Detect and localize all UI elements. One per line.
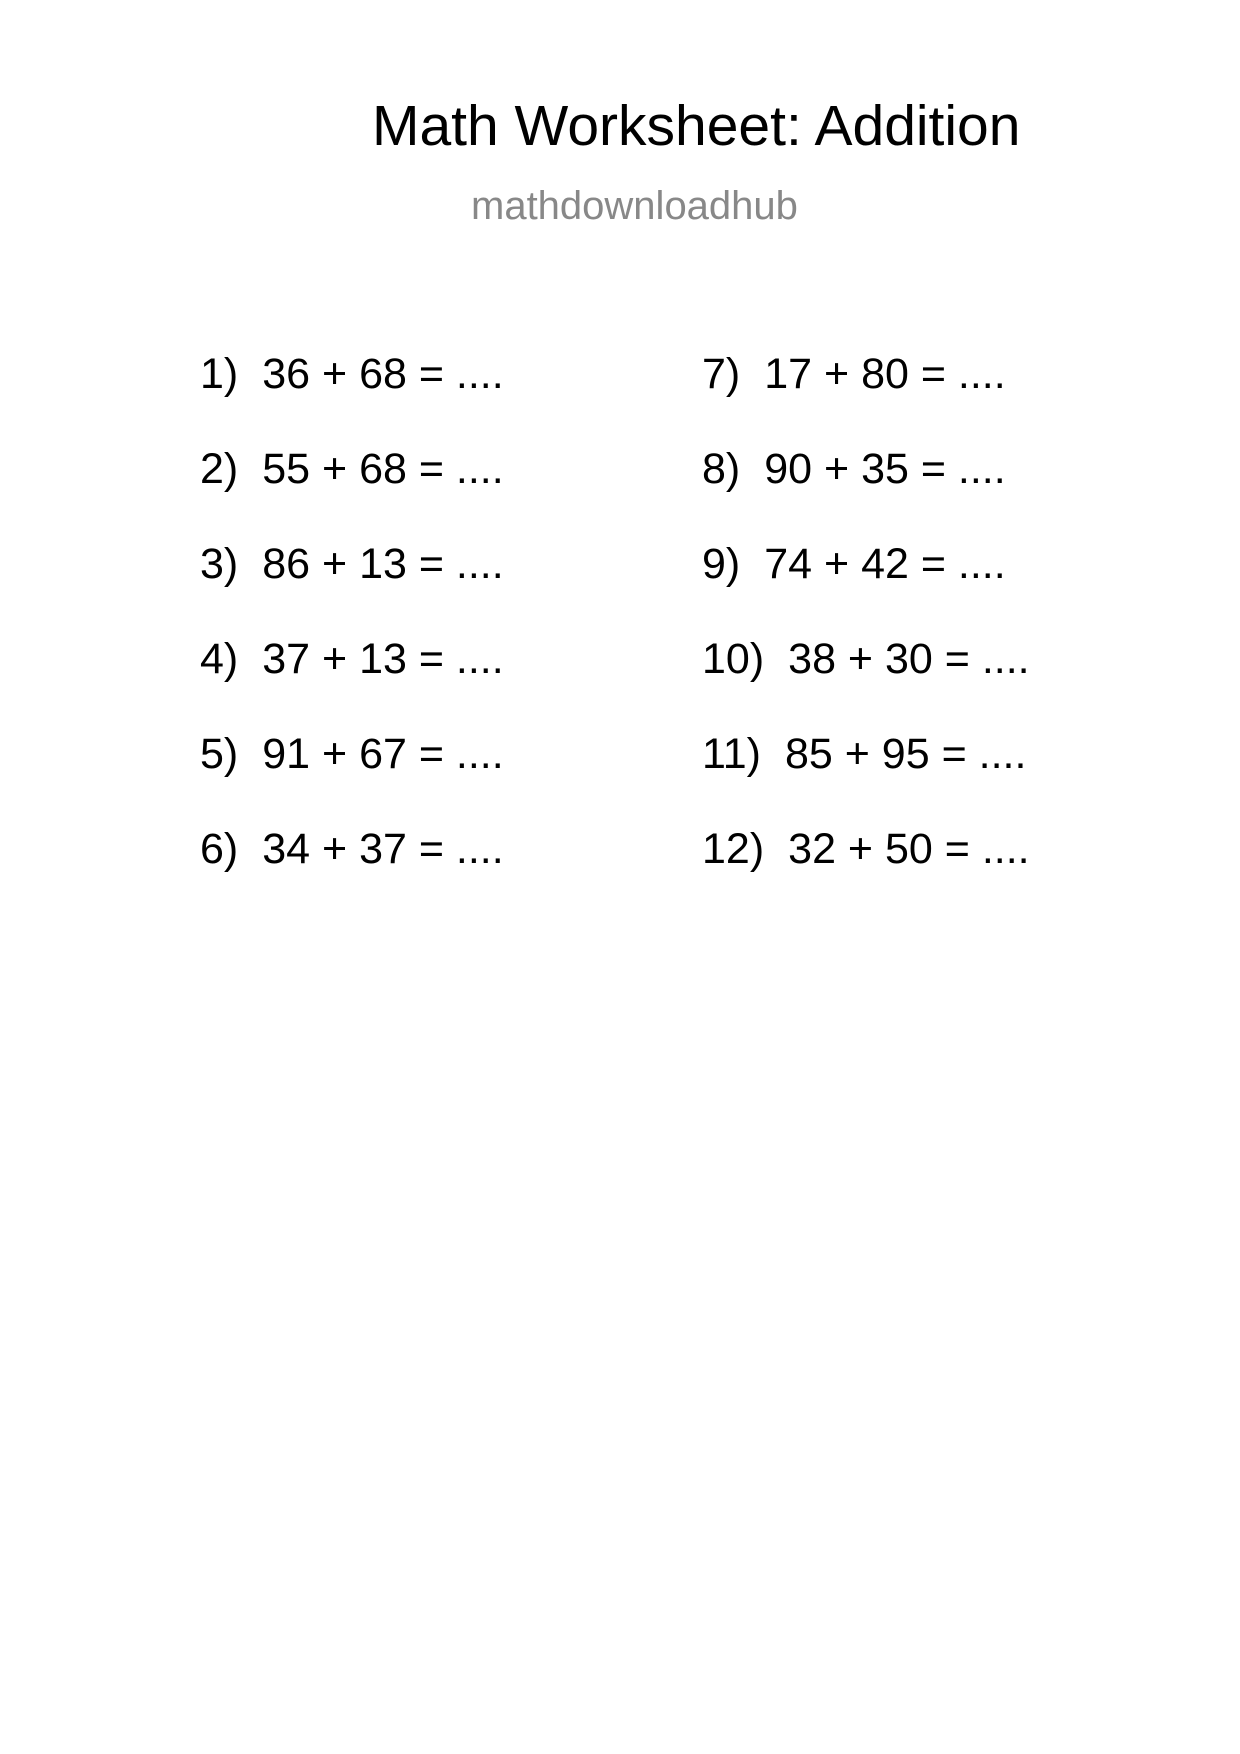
problem-expression: 36 + 68 = .... [262, 350, 504, 398]
problem-expression: 34 + 37 = .... [262, 825, 504, 873]
problem-column-right [702, 350, 1030, 923]
problem-number: 9) [702, 540, 741, 588]
problem-number: 11) [702, 730, 761, 778]
problem-item [200, 540, 504, 638]
problem-item [702, 825, 1030, 923]
problem-number: 7) [702, 350, 741, 398]
page-title: Math Worksheet: Addition [372, 94, 1021, 158]
problem-number: 6) [200, 825, 239, 873]
problem-expression: 37 + 13 = .... [262, 635, 504, 683]
problem-number: 8) [702, 445, 741, 493]
problem-number: 1) [200, 350, 239, 398]
problem-expression: 86 + 13 = .... [262, 540, 504, 588]
problem-expression: 17 + 80 = .... [764, 350, 1006, 398]
problem-item [200, 825, 504, 923]
problem-number: 2) [200, 445, 239, 493]
problem-item [200, 730, 504, 828]
problem-item [200, 635, 504, 733]
problem-column-left [200, 350, 504, 923]
problem-item [200, 445, 504, 543]
problem-item [702, 730, 1030, 828]
problem-item [702, 445, 1030, 543]
problem-number: 5) [200, 730, 239, 778]
problem-item [702, 540, 1030, 638]
problem-number: 12) [702, 825, 765, 873]
problem-item [702, 350, 1030, 448]
problem-expression: 55 + 68 = .... [262, 445, 504, 493]
problem-expression: 90 + 35 = .... [764, 445, 1006, 493]
problem-expression: 32 + 50 = .... [788, 825, 1030, 873]
problem-number: 4) [200, 635, 239, 683]
problem-expression: 74 + 42 = .... [764, 540, 1006, 588]
page-subtitle: mathdownloadhub [471, 184, 798, 228]
problem-expression: 91 + 67 = .... [262, 730, 504, 778]
problem-number: 3) [200, 540, 239, 588]
problem-item [702, 635, 1030, 733]
problem-number: 10) [702, 635, 765, 683]
problem-expression: 85 + 95 = .... [784, 730, 1027, 778]
problem-expression: 38 + 30 = .... [788, 635, 1030, 683]
problem-item [200, 350, 504, 448]
